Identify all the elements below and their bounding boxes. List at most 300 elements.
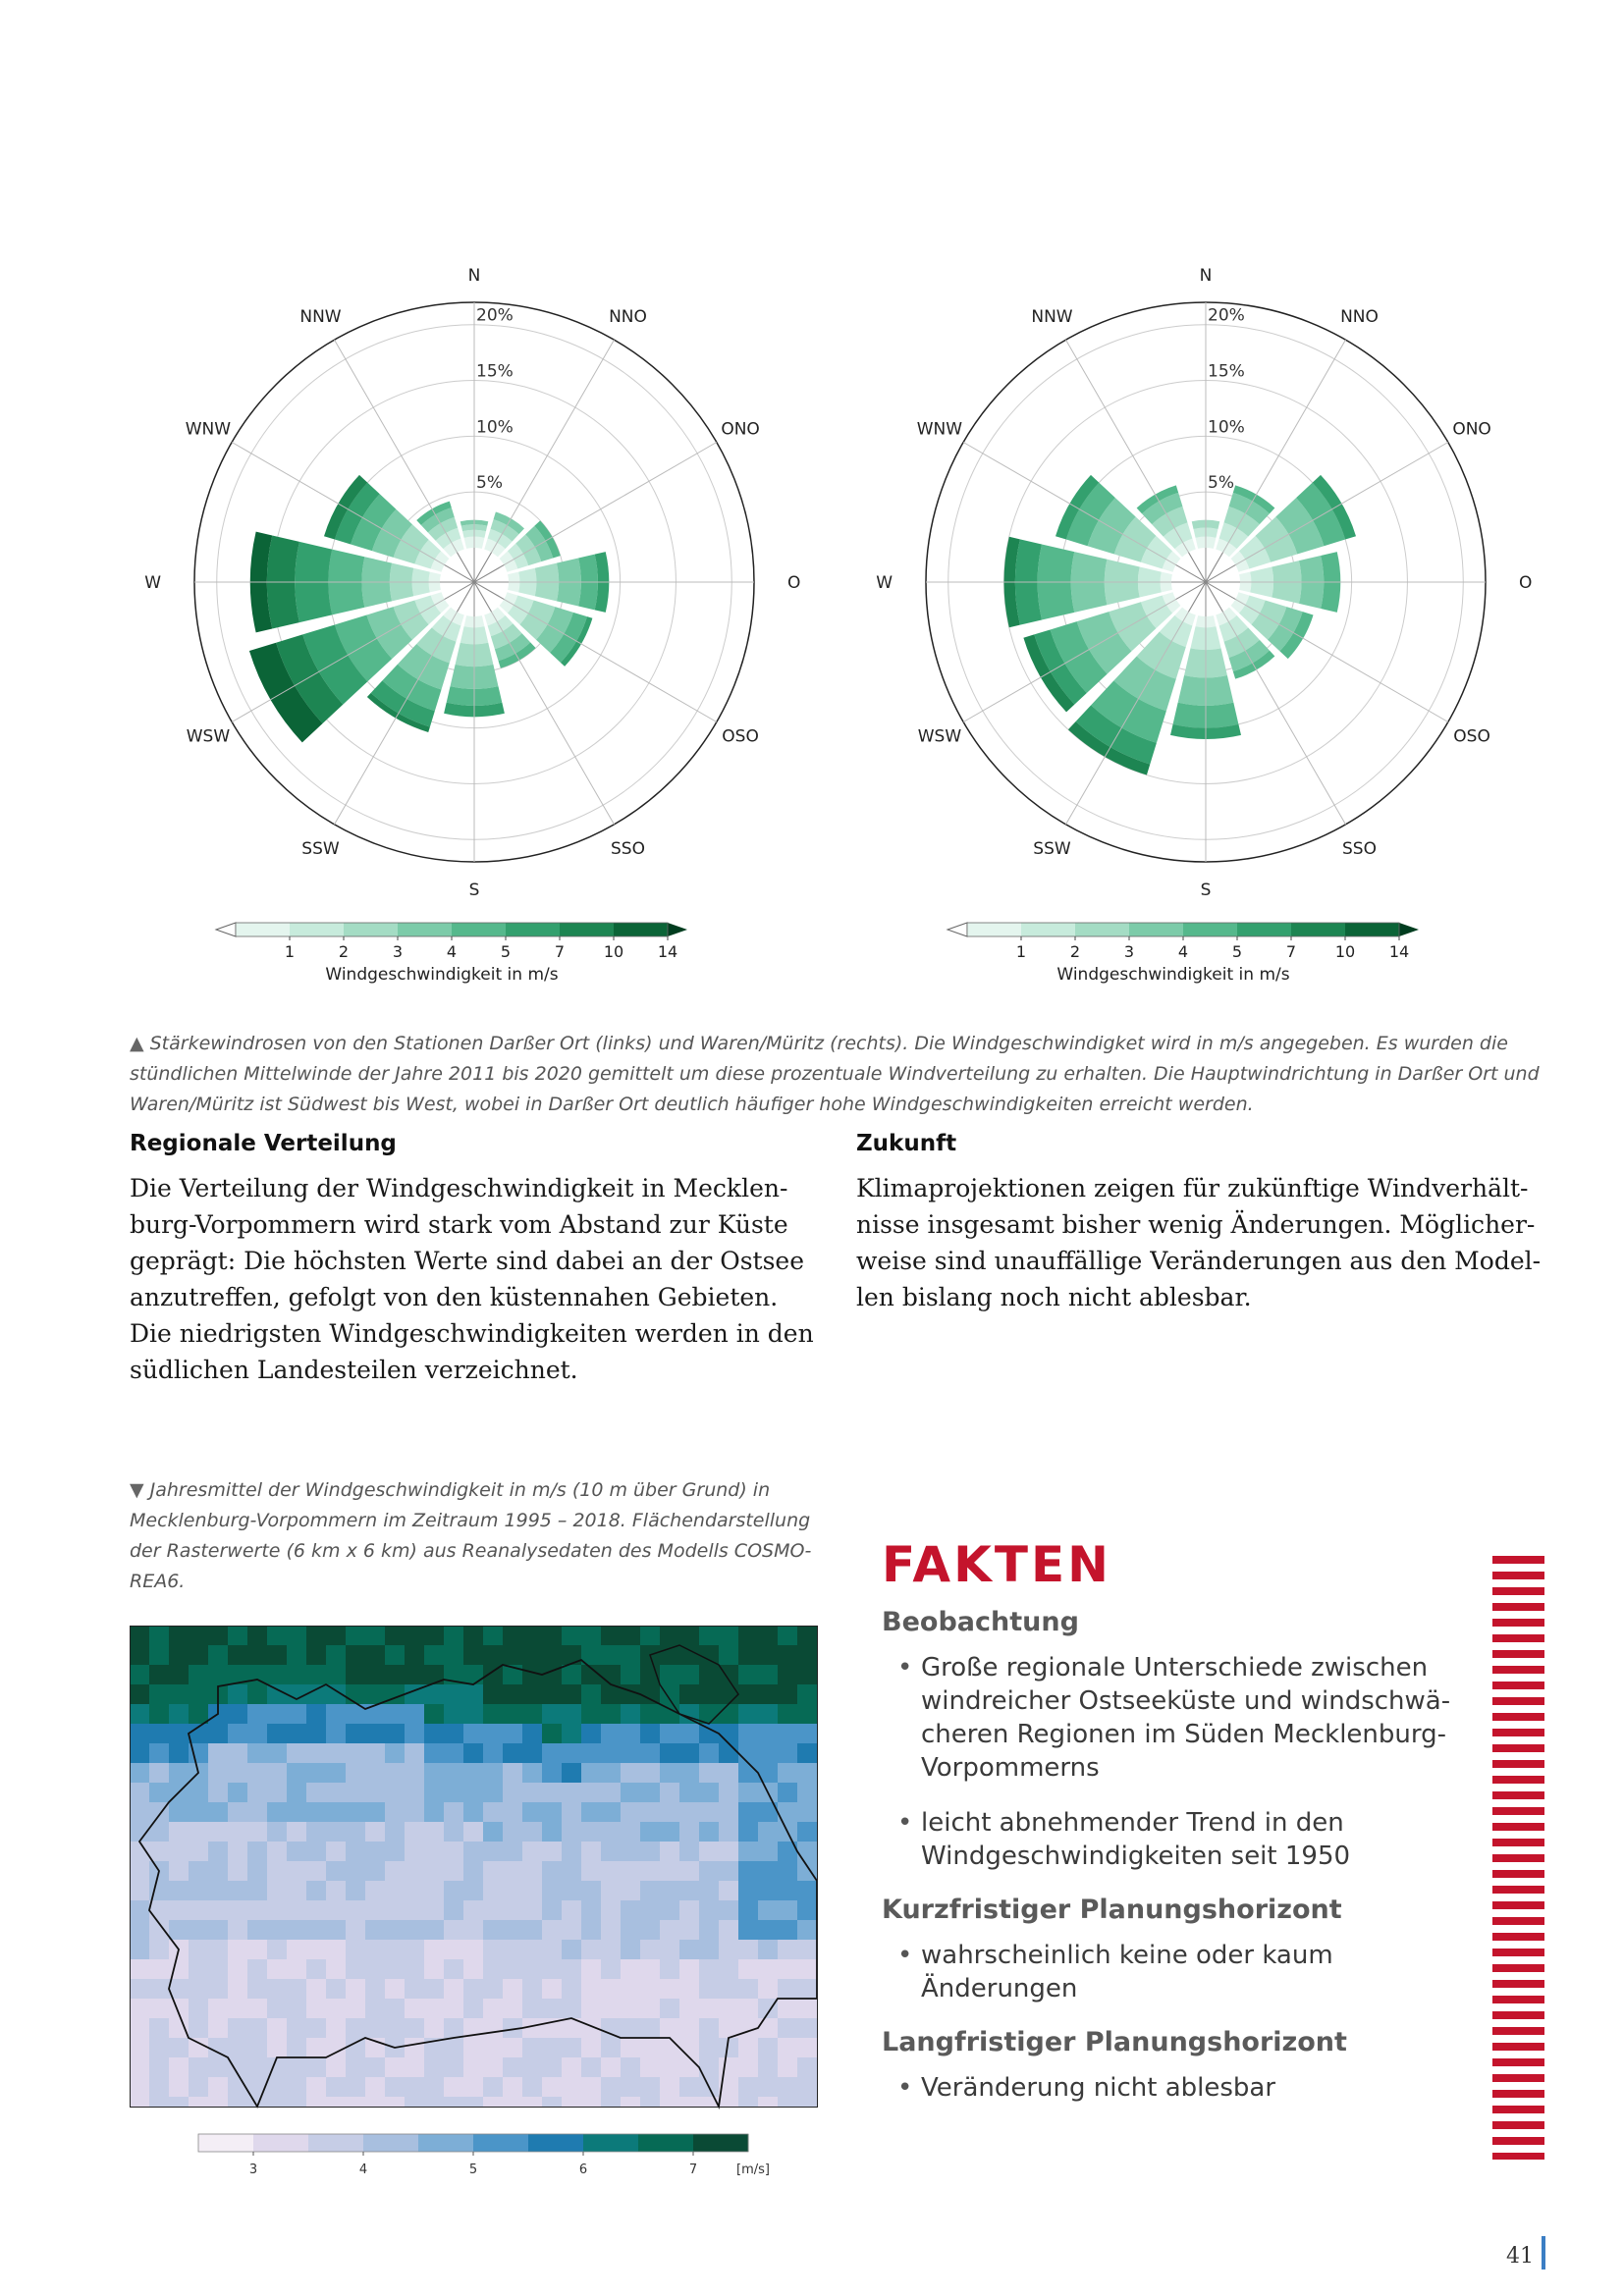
map-raster-cell xyxy=(522,1684,542,1704)
map-raster-cell xyxy=(208,1645,228,1665)
map-raster-cell xyxy=(778,1704,797,1724)
caption-triangle-up-icon: ▲ xyxy=(130,1033,144,1054)
rose-direction-label: SSW xyxy=(301,839,340,860)
map-raster-cell xyxy=(483,1704,503,1724)
map-raster-cell xyxy=(601,2097,621,2107)
map-raster-cell xyxy=(719,1684,738,1704)
map-raster-cell xyxy=(365,1783,385,1802)
map-raster-cell xyxy=(463,1999,483,2018)
map-raster-cell xyxy=(640,1802,660,1822)
colorbar-tick-label: 5 xyxy=(1231,942,1243,961)
map-raster-cell xyxy=(719,1979,738,1999)
map-raster-cell xyxy=(483,1724,503,1743)
map-raster-cell xyxy=(679,1743,699,1763)
map-raster-cell xyxy=(326,1920,346,1940)
map-raster-cell xyxy=(385,1999,405,2018)
map-raster-cell xyxy=(346,1626,365,1645)
map-raster-cell xyxy=(738,2038,758,2057)
map-raster-cell xyxy=(287,1743,306,1763)
map-raster-cell xyxy=(463,1900,483,1920)
map-colorbar-segment xyxy=(253,2134,309,2152)
map-raster-cell xyxy=(621,1999,640,2018)
map-raster-cell xyxy=(797,1783,817,1802)
map-raster-cell xyxy=(483,1959,503,1979)
map-raster-cell xyxy=(346,1645,365,1665)
map-raster-cell xyxy=(189,1959,208,1979)
map-raster-cell xyxy=(267,1822,287,1842)
map-raster-cell xyxy=(424,1704,444,1724)
map-raster-cell xyxy=(621,1645,640,1665)
map-raster-cell xyxy=(169,1881,189,1900)
map-raster-cell xyxy=(149,1842,169,1861)
map-raster-cell xyxy=(660,1881,679,1900)
map-raster-cell xyxy=(326,2038,346,2057)
map-raster-cell xyxy=(287,1842,306,1861)
map-raster-cell xyxy=(621,1881,640,1900)
map-raster-cell xyxy=(542,1900,562,1920)
rose-direction-label: WSW xyxy=(917,726,962,747)
rose-direction-label: O xyxy=(787,573,801,593)
map-raster-cell xyxy=(522,1999,542,2018)
colorbar-segment xyxy=(506,923,561,936)
map-raster-cell xyxy=(189,1665,208,1684)
map-raster-cell xyxy=(503,1724,522,1743)
map-raster-cell xyxy=(621,2077,640,2097)
map-raster-cell xyxy=(189,1940,208,1959)
map-raster-cell xyxy=(660,2057,679,2077)
map-raster-cell xyxy=(424,1881,444,1900)
map-raster-cell xyxy=(267,1842,287,1861)
fakten-stripe-decoration xyxy=(1492,1556,1544,2160)
map-raster-cell xyxy=(306,1999,326,2018)
map-raster-cell xyxy=(463,1881,483,1900)
map-raster-cell xyxy=(797,2018,817,2038)
map-raster-cell xyxy=(326,2097,346,2107)
map-raster-cell xyxy=(601,1822,621,1842)
map-raster-cell xyxy=(797,1743,817,1763)
map-raster-cell xyxy=(522,1979,542,1999)
map-raster-cell xyxy=(287,2057,306,2077)
colorbar-segment xyxy=(236,923,291,936)
map-raster-cell xyxy=(778,2077,797,2097)
map-colorbar-segment xyxy=(693,2134,749,2152)
map-raster-cell xyxy=(130,1920,149,1940)
map-raster-cell xyxy=(562,1684,581,1704)
map-raster-cell xyxy=(228,1881,247,1900)
map-raster-cell xyxy=(385,2018,405,2038)
map-raster-cell xyxy=(306,1665,326,1684)
map-raster-cell xyxy=(326,1999,346,2018)
map-raster-cell xyxy=(169,2038,189,2057)
map-raster-cell xyxy=(267,1999,287,2018)
map-raster-cell xyxy=(149,1959,169,1979)
map-raster-cell xyxy=(621,1940,640,1959)
map-raster-cell xyxy=(149,1783,169,1802)
colorbar-tick-label: 3 xyxy=(1123,942,1135,961)
map-raster-cell xyxy=(326,1763,346,1783)
map-raster-cell xyxy=(679,1724,699,1743)
map-raster-cell xyxy=(405,1704,424,1724)
map-raster-cell xyxy=(208,1999,228,2018)
map-raster-cell xyxy=(601,1783,621,1802)
map-raster-cell xyxy=(758,1959,778,1979)
map-raster-cell xyxy=(247,1704,267,1724)
map-raster-cell xyxy=(679,1861,699,1881)
map-raster-cell xyxy=(130,1743,149,1763)
colorbar-tick-label: 7 xyxy=(554,942,566,961)
map-raster-cell xyxy=(287,2018,306,2038)
map-raster-cell xyxy=(365,1822,385,1842)
map-raster-cell xyxy=(306,1684,326,1704)
list-item: • wahrscheinlich keine oder kaum Änderungen xyxy=(882,1939,1451,2005)
map-raster-cell xyxy=(189,2077,208,2097)
map-raster-cell xyxy=(169,1665,189,1684)
map-raster-cell xyxy=(699,1822,719,1842)
map-raster-cell xyxy=(346,1724,365,1743)
list-item: • leicht abnehmender Trend in den Windgeschwindigkeiten seit 1950 xyxy=(882,1806,1451,1873)
map-raster-cell xyxy=(444,2018,463,2038)
list-item: • Große regionale Unterschiede zwischen windreicher Ostseeküste und windschwächeren Regionen im Süden Mecklenburg-Vorpommerns xyxy=(882,1651,1451,1785)
map-raster-cell xyxy=(699,1842,719,1861)
map-raster-cell xyxy=(660,1920,679,1940)
map-raster-cell xyxy=(640,1626,660,1645)
map-raster-cell xyxy=(287,2038,306,2057)
colorbar-segment xyxy=(344,923,399,936)
map-raster-cell xyxy=(149,1645,169,1665)
map-raster-cell xyxy=(542,2097,562,2107)
map-raster-cell xyxy=(444,1999,463,2018)
map-raster-cell xyxy=(660,1940,679,1959)
map-raster-cell xyxy=(699,1684,719,1704)
map-raster-cell xyxy=(679,2077,699,2097)
map-raster-cell xyxy=(149,1665,169,1684)
map-raster-cell xyxy=(405,1645,424,1665)
colorbar-tick-label: 1 xyxy=(1015,942,1027,961)
map-raster-cell xyxy=(444,2097,463,2107)
map-raster-cell xyxy=(405,1900,424,1920)
map-raster-cell xyxy=(621,1684,640,1704)
map-raster-cell xyxy=(660,1783,679,1802)
map-raster-cell xyxy=(719,1822,738,1842)
map-raster-cell xyxy=(719,1940,738,1959)
map-raster-cell xyxy=(189,1822,208,1842)
map-raster-cell xyxy=(346,1665,365,1684)
rose-direction-label: WSW xyxy=(186,726,231,747)
rose-ring-label: 20% xyxy=(476,305,514,326)
map-raster-cell xyxy=(503,1979,522,1999)
map-raster-cell xyxy=(444,1979,463,1999)
map-raster-cell xyxy=(522,1783,542,1802)
map-raster-cell xyxy=(797,1999,817,2018)
rose-direction-label: S xyxy=(468,881,480,900)
map-raster-cell xyxy=(797,1842,817,1861)
map-raster-cell xyxy=(267,1645,287,1665)
map-raster-cell xyxy=(306,1920,326,1940)
map-raster-cell xyxy=(679,1783,699,1802)
map-raster-cell xyxy=(346,1684,365,1704)
colorbar-tick-label: 2 xyxy=(338,942,350,961)
map-raster-cell xyxy=(758,1665,778,1684)
map-raster-cell xyxy=(169,1842,189,1861)
map-raster-cell xyxy=(562,1842,581,1861)
map-raster-cell xyxy=(719,1724,738,1743)
caption-triangle-down-icon: ▼ xyxy=(130,1479,144,1501)
map-raster-cell xyxy=(149,1979,169,1999)
page-number-bar xyxy=(1542,2236,1545,2269)
map-raster-cell xyxy=(405,1783,424,1802)
map-raster-cell xyxy=(267,1743,287,1763)
map-raster-cell xyxy=(581,1881,601,1900)
map-raster-cell xyxy=(208,1920,228,1940)
map-raster-cell xyxy=(405,1665,424,1684)
map-raster-cell xyxy=(621,1802,640,1822)
map-raster-cell xyxy=(719,1920,738,1940)
map-raster-cell xyxy=(346,1842,365,1861)
map-raster-cell xyxy=(778,1920,797,1940)
map-raster-cell xyxy=(306,2057,326,2077)
map-raster-cell xyxy=(365,2018,385,2038)
map-raster-cell xyxy=(424,1645,444,1665)
map-raster-cell xyxy=(699,1665,719,1684)
map-raster-cell xyxy=(385,2097,405,2107)
map-raster-cell xyxy=(719,2097,738,2107)
map-raster-cell xyxy=(424,2018,444,2038)
map-colorbar-tick-label: 7 xyxy=(688,2163,698,2177)
map-raster-cell xyxy=(306,1802,326,1822)
colorbar-segment xyxy=(1129,923,1184,936)
map-raster-cell xyxy=(503,1940,522,1959)
map-raster-cell xyxy=(385,1783,405,1802)
colorbar-tick-label: 10 xyxy=(603,942,624,961)
map-raster-cell xyxy=(306,1842,326,1861)
map-raster-cell xyxy=(562,2057,581,2077)
map-raster-cell xyxy=(719,1842,738,1861)
map-raster-cell xyxy=(405,1881,424,1900)
map-raster-cell xyxy=(287,1999,306,2018)
map-raster-cell xyxy=(503,1645,522,1665)
colorbar-segment xyxy=(1075,923,1130,936)
map-raster-cell xyxy=(130,1900,149,1920)
map-raster-cell xyxy=(640,1763,660,1783)
map-raster-cell xyxy=(208,1959,228,1979)
map-raster-cell xyxy=(287,1645,306,1665)
map-raster-cell xyxy=(640,1783,660,1802)
map-raster-cell xyxy=(326,2077,346,2097)
map-raster-cell xyxy=(640,1979,660,1999)
map-raster-cell xyxy=(562,1783,581,1802)
map-raster-cell xyxy=(267,2097,287,2107)
map-raster-cell xyxy=(346,1861,365,1881)
map-raster-cell xyxy=(738,1842,758,1861)
map-raster-cell xyxy=(424,1959,444,1979)
map-raster-cell xyxy=(562,2038,581,2057)
section-zukunft xyxy=(856,1131,1543,1315)
map-raster-cell xyxy=(267,2038,287,2057)
map-raster-cell xyxy=(778,1900,797,1920)
map-raster-cell xyxy=(208,1665,228,1684)
map-raster-cell xyxy=(208,1822,228,1842)
map-raster-cell xyxy=(699,1881,719,1900)
map-raster-cell xyxy=(149,1743,169,1763)
rose-direction-label: NNW xyxy=(1031,306,1073,327)
map-raster-cell xyxy=(522,1842,542,1861)
map-raster-cell xyxy=(169,1900,189,1920)
map-raster-cell xyxy=(228,2038,247,2057)
map-raster-cell xyxy=(405,2097,424,2107)
map-raster-cell xyxy=(346,1783,365,1802)
map-raster-cell xyxy=(778,1999,797,2018)
map-raster-cell xyxy=(287,1979,306,1999)
map-raster-cell xyxy=(621,1704,640,1724)
map-raster-cell xyxy=(130,1999,149,2018)
map-raster-cell xyxy=(483,1626,503,1645)
map-raster-cell xyxy=(326,2057,346,2077)
map-raster-cell xyxy=(522,1802,542,1822)
map-raster-cell xyxy=(522,2097,542,2107)
map-raster-cell xyxy=(287,1900,306,1920)
map-raster-cell xyxy=(247,1684,267,1704)
map-raster-cell xyxy=(385,1704,405,1724)
map-raster-cell xyxy=(601,1704,621,1724)
map-raster-cell xyxy=(738,2097,758,2107)
map-raster-cell xyxy=(326,1900,346,1920)
colorbar-tick-label: 2 xyxy=(1069,942,1081,961)
map-raster-cell xyxy=(385,1979,405,1999)
map-raster-cell xyxy=(562,1822,581,1842)
map-raster-cell xyxy=(306,1626,326,1645)
map-raster-cell xyxy=(208,1842,228,1861)
map-raster-cell xyxy=(562,1743,581,1763)
colorbar-left-arrow xyxy=(216,923,236,936)
map-raster-cell xyxy=(601,1724,621,1743)
map-raster-cell xyxy=(228,2097,247,2107)
map-raster-cell xyxy=(228,1645,247,1665)
map-raster-cell xyxy=(581,1959,601,1979)
map-raster-cell xyxy=(405,1842,424,1861)
map-raster-cell xyxy=(562,1999,581,2018)
map-raster-cell xyxy=(522,2038,542,2057)
map-raster-cell xyxy=(483,2038,503,2057)
map-raster-cell xyxy=(797,1920,817,1940)
map-raster-cell xyxy=(287,1940,306,1959)
rose-ring-label: 10% xyxy=(1208,417,1245,438)
map-raster-cell xyxy=(719,1743,738,1763)
rose-direction-label: W xyxy=(876,573,893,593)
map-raster-cell xyxy=(542,1645,562,1665)
map-raster-cell xyxy=(149,2018,169,2038)
map-raster-cell xyxy=(699,2038,719,2057)
map-raster-cell xyxy=(306,1881,326,1900)
map-raster-cell xyxy=(719,1704,738,1724)
map-raster-cell xyxy=(542,2077,562,2097)
map-raster-cell xyxy=(444,2038,463,2057)
map-raster-cell xyxy=(267,1959,287,1979)
map-raster-cell xyxy=(463,2097,483,2107)
map-raster-cell xyxy=(522,1626,542,1645)
map-colorbar-segment xyxy=(418,2134,474,2152)
map-raster-cell xyxy=(326,1724,346,1743)
map-raster-cell xyxy=(758,2097,778,2107)
map-raster-cell xyxy=(287,1783,306,1802)
map-raster-cell xyxy=(326,1940,346,1959)
map-raster-cell xyxy=(562,1861,581,1881)
map-raster-cell xyxy=(247,1920,267,1940)
map-raster-cell xyxy=(130,1626,149,1645)
map-raster-cell xyxy=(562,1802,581,1822)
map-raster-cell xyxy=(738,1743,758,1763)
map-raster-cell xyxy=(130,1724,149,1743)
wind-rose-waren-mueritz xyxy=(869,255,1537,1001)
map-raster-cell xyxy=(130,2077,149,2097)
map-raster-cell xyxy=(719,1999,738,2018)
colorbar-tick-label: 3 xyxy=(392,942,404,961)
map-raster-cell xyxy=(424,1842,444,1861)
map-raster-cell xyxy=(385,1959,405,1979)
map-raster-cell xyxy=(365,1861,385,1881)
rose-ring-label: 5% xyxy=(476,473,503,494)
map-raster-cell xyxy=(130,1645,149,1665)
map-raster-cell xyxy=(189,1999,208,2018)
map-raster-cell xyxy=(365,1881,385,1900)
colorbar-segment xyxy=(560,923,615,936)
map-raster-cell xyxy=(228,1920,247,1940)
map-raster-cell xyxy=(483,1763,503,1783)
map-raster-cell xyxy=(247,1763,267,1783)
map-raster-cell xyxy=(424,1724,444,1743)
map-raster-cell xyxy=(797,1900,817,1920)
map-raster-cell xyxy=(189,1684,208,1704)
map-raster-cell xyxy=(660,1802,679,1822)
rose-ring-label: 10% xyxy=(476,417,514,438)
map-raster-cell xyxy=(444,1940,463,1959)
map-raster-cell xyxy=(346,1959,365,1979)
map-raster-cell xyxy=(444,1763,463,1783)
map-raster-cell xyxy=(424,2057,444,2077)
map-raster-cell xyxy=(758,1920,778,1940)
map-raster-cell xyxy=(149,2097,169,2107)
map-raster-cell xyxy=(424,1822,444,1842)
map-raster-cell xyxy=(483,2018,503,2038)
map-raster-cell xyxy=(149,2038,169,2057)
map-raster-cell xyxy=(444,1900,463,1920)
map-raster-cell xyxy=(503,2077,522,2097)
rose-direction-label: ONO xyxy=(721,419,760,440)
map-raster-cell xyxy=(326,1861,346,1881)
map-raster-cell xyxy=(189,1861,208,1881)
map-raster-cell xyxy=(601,1959,621,1979)
map-raster-cell xyxy=(463,1684,483,1704)
map-raster-cell xyxy=(228,1999,247,2018)
map-raster-cell xyxy=(149,1724,169,1743)
map-raster-cell xyxy=(797,1704,817,1724)
map-raster-cell xyxy=(503,1763,522,1783)
map-raster-cell xyxy=(719,1783,738,1802)
map-raster-cell xyxy=(660,1842,679,1861)
map-raster-cell xyxy=(601,1802,621,1822)
map-raster-cell xyxy=(699,1724,719,1743)
map-raster-cell xyxy=(522,1743,542,1763)
map-raster-cell xyxy=(444,1861,463,1881)
map-raster-cell xyxy=(267,1861,287,1881)
map-raster-cell xyxy=(149,1626,169,1645)
map-raster-cell xyxy=(306,2038,326,2057)
section-text: Die Verteilung der Windgeschwindigkeit in Mecklenburg-Vorpommern wird stark vom Abstand zur Küste geprägt: Die höchsten Werte sind dabei an der Ostsee anzutreffen, gefolgt von den küstennahen Gebieten. Die niedrigsten Windgeschwindigkeiten werden in den südlichen Landesteilen verzeichnet. xyxy=(130,1174,814,1384)
map-raster-cell xyxy=(228,1684,247,1704)
map-raster-cell xyxy=(679,2018,699,2038)
map-raster-cell xyxy=(581,1940,601,1959)
map-raster-cell xyxy=(640,2057,660,2077)
map-raster-cell xyxy=(228,1724,247,1743)
